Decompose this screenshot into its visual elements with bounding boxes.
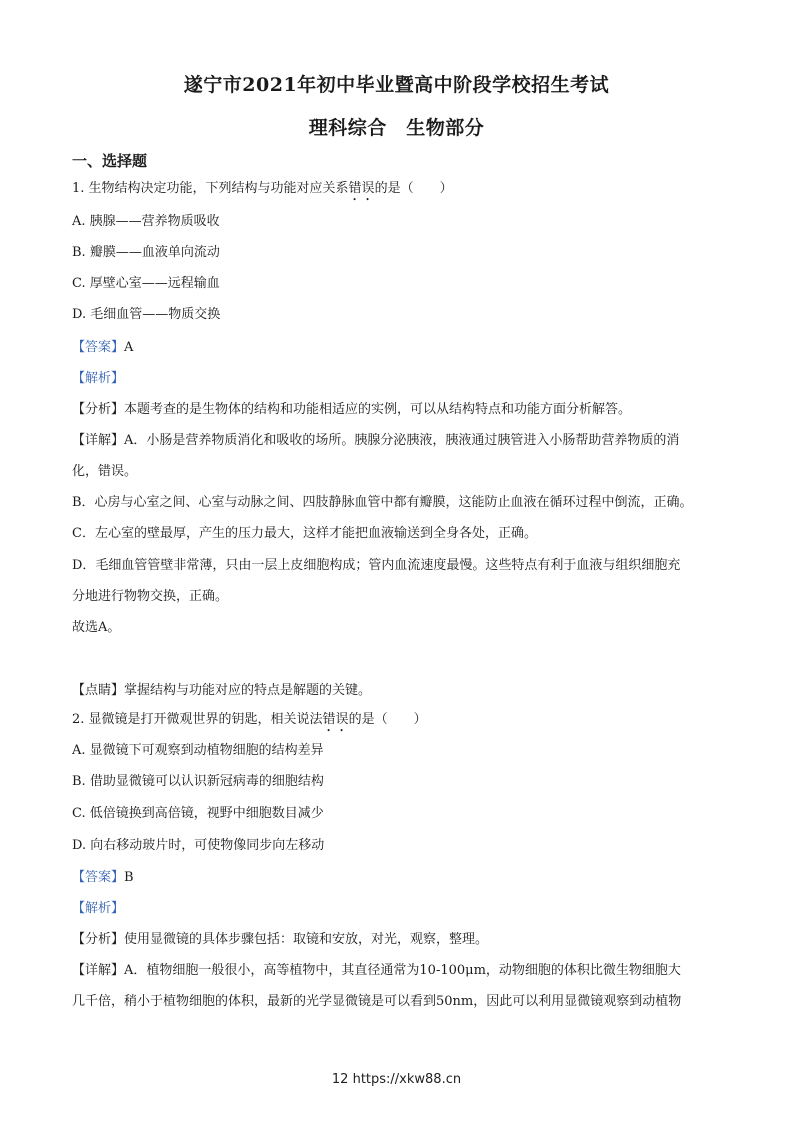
section-heading: 一、选择题 bbox=[72, 152, 148, 170]
fenxi-text: 使用显微镜的具体步骤包括：取镜和安放，对光，观察，整理。 bbox=[124, 932, 489, 947]
fenxi-text: 本题考查的是生物体的结构和功能相适应的实例，可以从结构特点和功能方面分析解答。 bbox=[124, 402, 632, 417]
question-1-dianjing bbox=[72, 682, 371, 700]
question-2-stem-text: 2. 显微镜是打开微观世界的钥匙，相关说法 bbox=[72, 712, 323, 727]
question-2-stem-end: 的是（ ） bbox=[348, 712, 427, 727]
question-2-option-b: B. 借助显微镜可以认识新冠病毒的细胞结构 bbox=[72, 774, 324, 789]
question-1-fenxi bbox=[72, 401, 631, 419]
answer-tag: 【答案】 bbox=[72, 870, 125, 885]
page-footer: 12 https://xkw88.cn bbox=[331, 1072, 462, 1087]
question-2-emphasis: 错误 bbox=[322, 712, 349, 727]
question-2-answer bbox=[72, 869, 134, 887]
xiangjie-tag: 【详解】 bbox=[72, 433, 125, 448]
question-1-option-d: D. 毛细血管——物质交换 bbox=[72, 307, 221, 322]
question-2-xiangjie-a-cont: 几千倍，稍小于植物细胞的体积，最新的光学显微镜是可以看到50nm，因此可以利用显微镜观察到动植物 bbox=[72, 994, 682, 1009]
question-2-stem bbox=[72, 711, 427, 735]
question-1-stem-end: 的是（ ） bbox=[374, 181, 453, 196]
dianjing-text: 掌握结构与功能对应的特点是解题的关键。 bbox=[124, 683, 372, 698]
question-2-fenxi bbox=[72, 931, 488, 949]
xiangjie-a-text: A．植物细胞一般很小，高等植物中，其直径通常为10-100μm，动物细胞的体积比微生物细胞大 bbox=[124, 963, 681, 978]
question-2-xiangjie-a bbox=[72, 962, 681, 980]
answer-value: A bbox=[124, 340, 134, 355]
xiangjie-tag: 【详解】 bbox=[72, 963, 125, 978]
answer-tag: 【答案】 bbox=[72, 340, 125, 355]
question-1-xiangjie-b: B．心房与心室之间、心室与动脉之间、四肢静脉血管中都有瓣膜，这能防止血液在循环过程中倒流，正确。 bbox=[72, 495, 693, 510]
question-1-xiangjie-d: D．毛细血管管壁非常薄，只由一层上皮细胞构成；管内血流速度最慢。这些特点有利于血液与组织细胞充 bbox=[72, 558, 681, 573]
fenxi-tag: 【分析】 bbox=[72, 932, 125, 947]
answer-value: B bbox=[124, 870, 134, 885]
question-2-option-c: C. 低倍镜换到高倍镜，视野中细胞数目减少 bbox=[72, 806, 324, 821]
question-1-answer bbox=[72, 339, 133, 357]
question-2-option-d: D. 向右移动玻片时，可使物像同步向左移动 bbox=[72, 838, 325, 853]
dianjing-tag: 【点睛】 bbox=[72, 683, 125, 698]
question-1-xiangjie-c: C．左心室的壁最厚，产生的压力最大，这样才能把血液输送到全身各处，正确。 bbox=[72, 526, 537, 541]
question-1-option-b: B. 瓣膜——血液单向流动 bbox=[72, 245, 220, 260]
page-title: 遂宁市2021年初中毕业暨高中阶段学校招生考试 bbox=[183, 74, 610, 96]
question-2-option-a: A. 显微镜下可观察到动植物细胞的结构差异 bbox=[72, 743, 324, 758]
question-1-option-a: A. 胰腺——营养物质吸收 bbox=[72, 214, 220, 229]
question-1-stem bbox=[72, 180, 453, 204]
xiangjie-a-text: A．小肠是营养物质消化和吸收的场所。胰腺分泌胰液，胰液通过胰管进入小肠帮助营养物质的消 bbox=[124, 433, 680, 448]
question-1-conclusion: 故选A。 bbox=[72, 620, 121, 635]
question-1-xiangjie-d-cont: 分地进行物物交换，正确。 bbox=[72, 589, 229, 604]
fenxi-tag: 【分析】 bbox=[72, 402, 125, 417]
question-1-stem-text: 1. 生物结构决定功能，下列结构与功能对应关系 bbox=[72, 181, 349, 196]
page-subtitle: 理科综合 生物部分 bbox=[308, 117, 485, 139]
question-1-emphasis: 错误 bbox=[348, 181, 375, 196]
question-1-xiangjie-a bbox=[72, 432, 679, 450]
analysis-tag: 【解析】 bbox=[72, 371, 125, 386]
analysis-tag: 【解析】 bbox=[72, 901, 125, 916]
question-1-option-c: C. 厚壁心室——远程输血 bbox=[72, 276, 220, 291]
question-1-xiangjie-a-cont: 化，错误。 bbox=[72, 464, 138, 479]
